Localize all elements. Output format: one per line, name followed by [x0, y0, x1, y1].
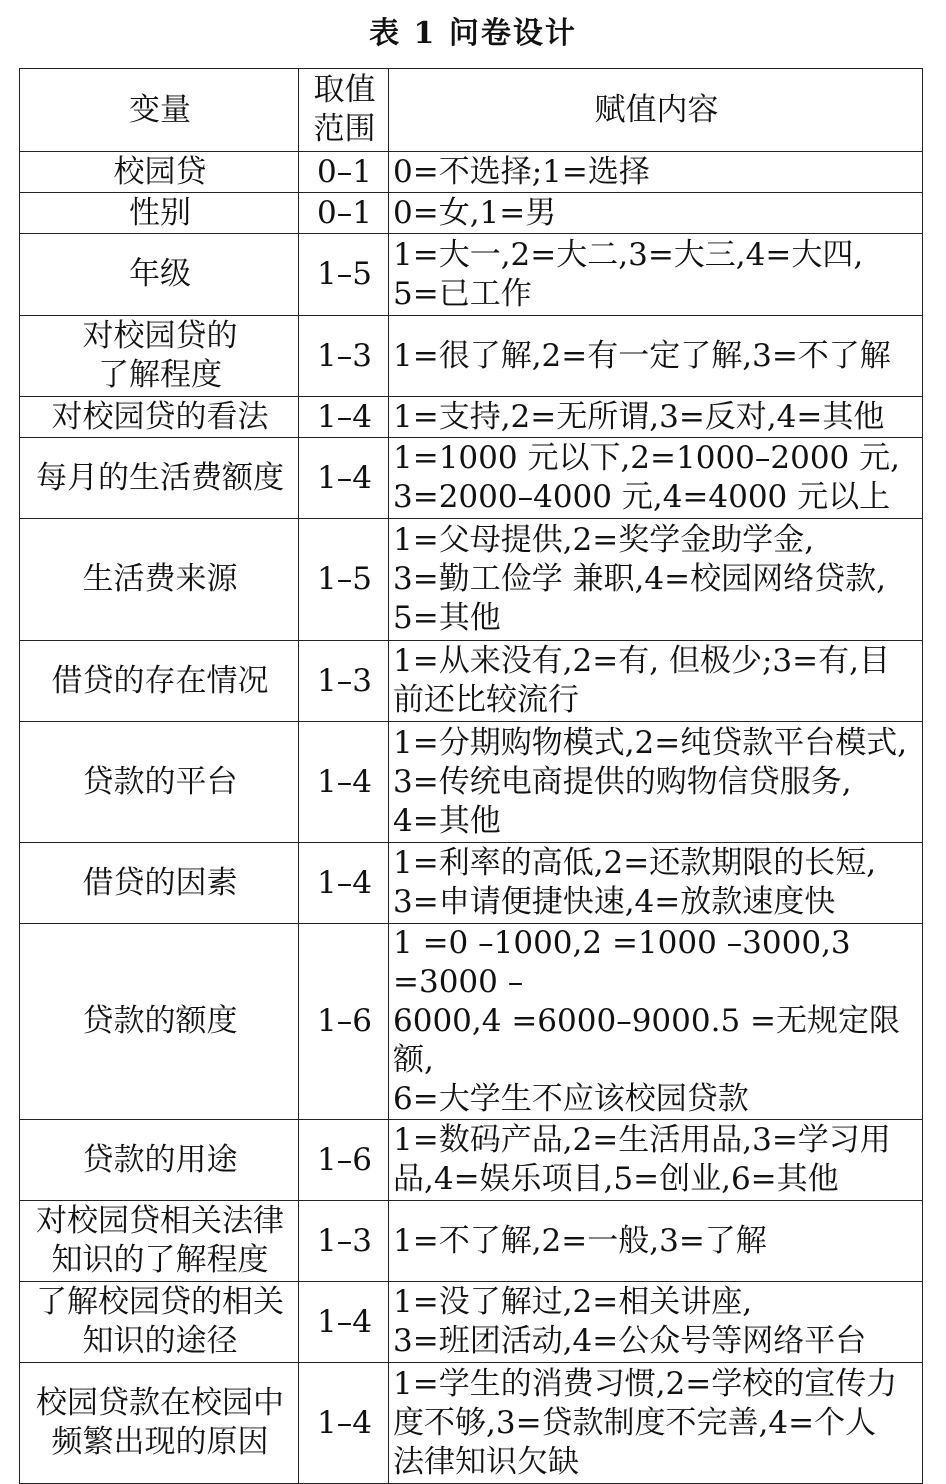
cell-variable: 对校园贷的 了解程度 [20, 316, 299, 397]
table-row [20, 843, 923, 924]
cell-variable: 了解校园贷的相关 知识的途径 [20, 1282, 299, 1363]
table-row [20, 438, 923, 519]
cell-range: 1–3 [299, 316, 389, 397]
cell-content: 1=没了解过,2=相关讲座, 3=班团活动,4=公众号等网络平台 [389, 1282, 923, 1363]
cell-content: 1=父母提供,2=奖学金助学金, 3=勤工俭学 兼职,4=校园网络贷款, 5=其他 [389, 519, 923, 641]
table-row [20, 152, 923, 193]
table-row [20, 234, 923, 316]
header-range: 取值 范围 [299, 69, 389, 152]
questionnaire-table [19, 68, 923, 1484]
cell-variable: 性别 [20, 193, 299, 234]
cell-range: 1–5 [299, 519, 389, 641]
cell-variable: 校园贷款在校园中 频繁出现的原因 [20, 1363, 299, 1484]
table-row [20, 1120, 923, 1201]
cell-content: 1=大一,2=大二,3=大三,4=大四, 5=已工作 [389, 234, 923, 316]
table-row [20, 519, 923, 641]
cell-range: 0–1 [299, 152, 389, 193]
cell-range: 1–4 [299, 1363, 389, 1484]
cell-range: 1–6 [299, 924, 389, 1120]
cell-range: 1–4 [299, 1282, 389, 1363]
cell-content: 1=学生的消费习惯,2=学校的宣传力 度不够,3=贷款制度不完善,4=个人 法律知识欠缺 [389, 1363, 923, 1484]
cell-range: 1–5 [299, 234, 389, 316]
table-caption: 表 1 问卷设计 [369, 16, 577, 51]
header-variable: 变量 [20, 69, 299, 152]
cell-variable: 对校园贷相关法律 知识的了解程度 [20, 1201, 299, 1282]
table-row [20, 193, 923, 234]
table-row [20, 924, 923, 1120]
cell-range: 1–3 [299, 1201, 389, 1282]
header-content: 赋值内容 [389, 69, 923, 152]
cell-content: 0=不选择;1=选择 [389, 152, 923, 193]
cell-content: 1 =0 –1000,2 =1000 –3000,3 =3000 – 6000,4 =6000–9000.5 =无规定限额, 6=大学生不应该校园贷款 [389, 924, 923, 1120]
cell-variable: 借贷的因素 [20, 843, 299, 924]
table-row [20, 722, 923, 843]
cell-content: 1=从来没有,2=有, 但极少;3=有,目 前还比较流行 [389, 641, 923, 722]
table-row [20, 316, 923, 397]
cell-range: 1–4 [299, 397, 389, 438]
cell-content: 1=数码产品,2=生活用品,3=学习用 品,4=娱乐项目,5=创业,6=其他 [389, 1120, 923, 1201]
cell-content: 1=支持,2=无所谓,3=反对,4=其他 [389, 397, 923, 438]
table-row [20, 1363, 923, 1484]
cell-range: 1–4 [299, 438, 389, 519]
cell-content: 1=1000 元以下,2=1000–2000 元, 3=2000–4000 元,4=4000 元以上 [389, 438, 923, 519]
header-row [20, 69, 923, 152]
table-body [20, 152, 923, 1484]
cell-variable: 贷款的额度 [20, 924, 299, 1120]
cell-variable: 贷款的用途 [20, 1120, 299, 1201]
table-row [20, 641, 923, 722]
cell-content: 1=利率的高低,2=还款期限的长短, 3=申请便捷快速,4=放款速度快 [389, 843, 923, 924]
cell-content: 1=很了解,2=有一定了解,3=不了解 [389, 316, 923, 397]
table-row [20, 1201, 923, 1282]
cell-variable: 年级 [20, 234, 299, 316]
cell-content: 1=分期购物模式,2=纯贷款平台模式, 3=传统电商提供的购物信贷服务, 4=其他 [389, 722, 923, 843]
cell-variable: 生活费来源 [20, 519, 299, 641]
cell-variable: 每月的生活费额度 [20, 438, 299, 519]
cell-range: 1–6 [299, 1120, 389, 1201]
cell-variable: 对校园贷的看法 [20, 397, 299, 438]
cell-variable: 校园贷 [20, 152, 299, 193]
table-row [20, 1282, 923, 1363]
cell-range: 0–1 [299, 193, 389, 234]
cell-content: 1=不了解,2=一般,3=了解 [389, 1201, 923, 1282]
cell-range: 1–4 [299, 722, 389, 843]
cell-content: 0=女,1=男 [389, 193, 923, 234]
cell-variable: 借贷的存在情况 [20, 641, 299, 722]
cell-variable: 贷款的平台 [20, 722, 299, 843]
cell-range: 1–4 [299, 843, 389, 924]
table-row [20, 397, 923, 438]
cell-range: 1–3 [299, 641, 389, 722]
